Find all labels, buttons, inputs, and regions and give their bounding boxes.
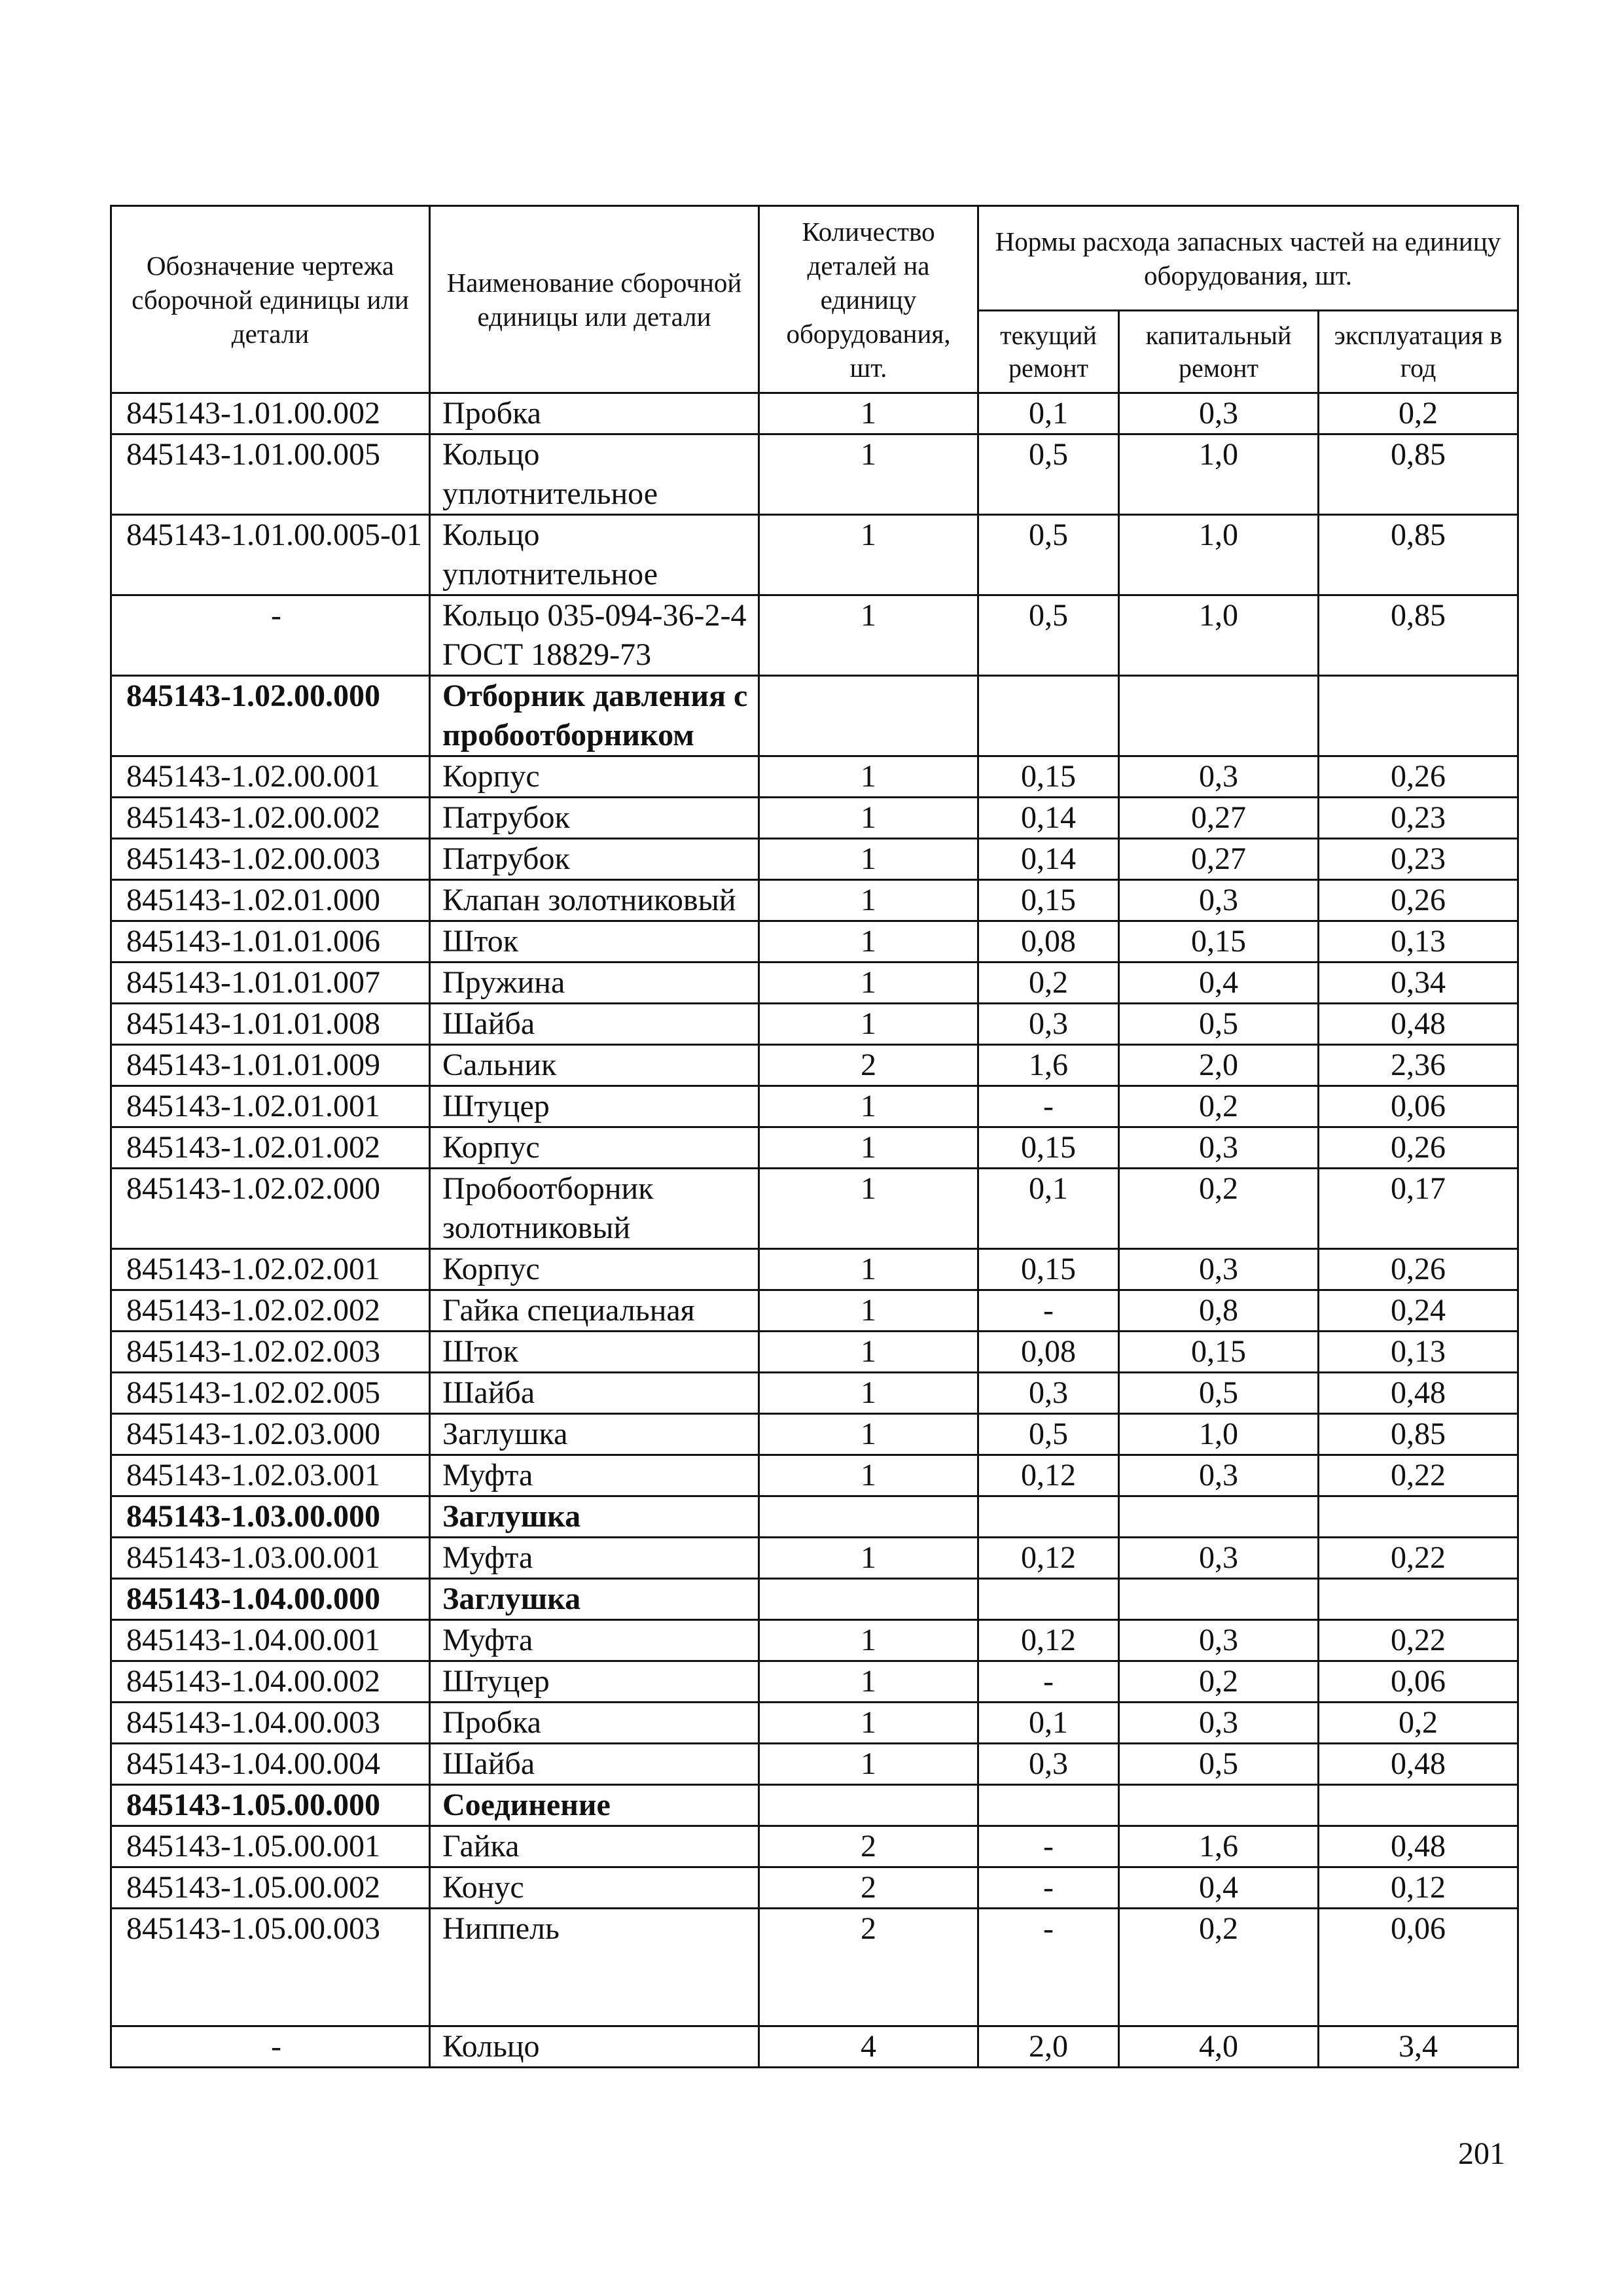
table-row xyxy=(111,1744,1518,1785)
cell-name: Шайба xyxy=(430,1744,759,1785)
table-row xyxy=(111,393,1518,434)
cell-current-repair: 0,2 xyxy=(978,963,1119,1004)
cell-current-repair: 0,08 xyxy=(978,1332,1119,1373)
table-body xyxy=(111,393,1518,2068)
cell-qty: 1 xyxy=(759,1703,978,1744)
cell-qty: 1 xyxy=(759,756,978,798)
table-row xyxy=(111,1867,1518,1909)
cell-name: Муфта xyxy=(430,1455,759,1496)
cell-capital-repair: 0,3 xyxy=(1119,756,1319,798)
cell-qty: 1 xyxy=(759,1127,978,1169)
cell-name: Корпус xyxy=(430,1127,759,1169)
cell-operation-year: 0,48 xyxy=(1319,1826,1518,1867)
cell-operation-year xyxy=(1319,676,1518,756)
cell-capital-repair: 0,3 xyxy=(1119,1127,1319,1169)
table-row xyxy=(111,1703,1518,1744)
cell-current-repair: 0,5 xyxy=(978,595,1119,676)
cell-name: Патрубок xyxy=(430,839,759,880)
cell-operation-year: 0,26 xyxy=(1319,880,1518,921)
cell-name: Клапан золотниковый xyxy=(430,880,759,921)
cell-operation-year: 0,26 xyxy=(1319,756,1518,798)
cell-operation-year: 0,12 xyxy=(1319,1867,1518,1909)
table-row xyxy=(111,963,1518,1004)
cell-qty: 1 xyxy=(759,1373,978,1414)
table-row xyxy=(111,1004,1518,1045)
cell-operation-year: 0,06 xyxy=(1319,1661,1518,1703)
cell-code: 845143-1.04.00.004 xyxy=(111,1744,430,1785)
cell-operation-year: 0,2 xyxy=(1319,393,1518,434)
cell-code: 845143-1.02.02.003 xyxy=(111,1332,430,1373)
cell-current-repair: - xyxy=(978,1086,1119,1127)
cell-operation-year: 2,36 xyxy=(1319,1045,1518,1086)
header-operation-year: эксплуатация в год xyxy=(1319,311,1518,393)
cell-name: Корпус xyxy=(430,1249,759,1290)
cell-code: 845143-1.02.01.002 xyxy=(111,1127,430,1169)
cell-capital-repair: 0,2 xyxy=(1119,1169,1319,1249)
cell-capital-repair: 0,4 xyxy=(1119,1867,1319,1909)
cell-current-repair: 0,5 xyxy=(978,515,1119,595)
table-row xyxy=(111,880,1518,921)
cell-name: Отборник давления с пробоотборником xyxy=(430,676,759,756)
group-row xyxy=(111,1496,1518,1538)
cell-operation-year: 0,26 xyxy=(1319,1249,1518,1290)
table-row xyxy=(111,515,1518,595)
cell-current-repair: 0,5 xyxy=(978,1414,1119,1455)
cell-capital-repair: 0,8 xyxy=(1119,1290,1319,1332)
cell-code: 845143-1.01.00.002 xyxy=(111,393,430,434)
table-row xyxy=(111,1620,1518,1661)
cell-name: Соединение xyxy=(430,1785,759,1826)
cell-current-repair: 0,3 xyxy=(978,1744,1119,1785)
cell-operation-year: 0,85 xyxy=(1319,434,1518,515)
cell-operation-year: 0,48 xyxy=(1319,1004,1518,1045)
cell-current-repair xyxy=(978,676,1119,756)
table-row xyxy=(111,1455,1518,1496)
cell-capital-repair: 1,6 xyxy=(1119,1826,1319,1867)
cell-capital-repair: 0,2 xyxy=(1119,1086,1319,1127)
cell-code: 845143-1.02.00.001 xyxy=(111,756,430,798)
cell-capital-repair: 1,0 xyxy=(1119,515,1319,595)
cell-operation-year: 0,17 xyxy=(1319,1169,1518,1249)
cell-operation-year xyxy=(1319,1496,1518,1538)
header-qty: Количество деталей на единицу оборудования, шт. xyxy=(759,206,978,393)
cell-code: 845143-1.01.01.009 xyxy=(111,1045,430,1086)
page-number: 201 xyxy=(1458,2136,1505,2171)
cell-name: Заглушка xyxy=(430,1414,759,1455)
cell-operation-year: 0,34 xyxy=(1319,963,1518,1004)
cell-name: Шайба xyxy=(430,1373,759,1414)
table-row xyxy=(111,434,1518,515)
table-row xyxy=(111,1826,1518,1867)
cell-current-repair xyxy=(978,1496,1119,1538)
cell-name: Гайка xyxy=(430,1826,759,1867)
cell-operation-year: 0,85 xyxy=(1319,515,1518,595)
cell-capital-repair: 0,3 xyxy=(1119,1249,1319,1290)
cell-qty: 2 xyxy=(759,1045,978,1086)
cell-operation-year: 0,22 xyxy=(1319,1455,1518,1496)
header-name: Наименование сборочной единицы или детали xyxy=(430,206,759,393)
cell-name: Гайка специальная xyxy=(430,1290,759,1332)
cell-current-repair: 0,15 xyxy=(978,756,1119,798)
cell-capital-repair: 0,15 xyxy=(1119,921,1319,963)
cell-capital-repair: 0,2 xyxy=(1119,1909,1319,2026)
table-row xyxy=(111,1538,1518,1579)
cell-operation-year: 0,23 xyxy=(1319,839,1518,880)
cell-qty: 2 xyxy=(759,1826,978,1867)
cell-capital-repair: 1,0 xyxy=(1119,595,1319,676)
cell-current-repair: 0,12 xyxy=(978,1538,1119,1579)
cell-name: Кольцо уплотнительное xyxy=(430,515,759,595)
spare-parts-table xyxy=(110,205,1519,2068)
group-row xyxy=(111,676,1518,756)
cell-qty: 1 xyxy=(759,1332,978,1373)
cell-qty: 1 xyxy=(759,1290,978,1332)
cell-qty: 1 xyxy=(759,1249,978,1290)
cell-current-repair: 0,12 xyxy=(978,1455,1119,1496)
table-header xyxy=(111,206,1518,393)
cell-operation-year: 3,4 xyxy=(1319,2026,1518,2068)
cell-name: Штуцер xyxy=(430,1086,759,1127)
cell-capital-repair xyxy=(1119,676,1319,756)
cell-name: Кольцо 035-094-36-2-4 ГОСТ 18829-73 xyxy=(430,595,759,676)
cell-capital-repair: 0,2 xyxy=(1119,1661,1319,1703)
cell-qty xyxy=(759,1496,978,1538)
cell-code: 845143-1.02.01.001 xyxy=(111,1086,430,1127)
header-code: Обозначение чертежа сборочной единицы или детали xyxy=(111,206,430,393)
cell-code: 845143-1.03.00.000 xyxy=(111,1496,430,1538)
table-row xyxy=(111,1373,1518,1414)
cell-capital-repair: 1,0 xyxy=(1119,1414,1319,1455)
cell-capital-repair: 0,3 xyxy=(1119,1455,1319,1496)
cell-capital-repair: 0,3 xyxy=(1119,1538,1319,1579)
cell-code: 845143-1.02.02.005 xyxy=(111,1373,430,1414)
cell-current-repair: - xyxy=(978,1661,1119,1703)
table-row xyxy=(111,798,1518,839)
cell-qty: 2 xyxy=(759,1867,978,1909)
cell-capital-repair: 4,0 xyxy=(1119,2026,1319,2068)
cell-code: 845143-1.02.00.002 xyxy=(111,798,430,839)
cell-capital-repair: 1,0 xyxy=(1119,434,1319,515)
cell-code: 845143-1.02.00.003 xyxy=(111,839,430,880)
cell-qty: 4 xyxy=(759,2026,978,2068)
table-row xyxy=(111,1249,1518,1290)
cell-code: 845143-1.04.00.003 xyxy=(111,1703,430,1744)
cell-current-repair: 0,12 xyxy=(978,1620,1119,1661)
cell-code: 845143-1.01.00.005 xyxy=(111,434,430,515)
table-row xyxy=(111,1290,1518,1332)
cell-code: 845143-1.05.00.000 xyxy=(111,1785,430,1826)
cell-capital-repair: 0,15 xyxy=(1119,1332,1319,1373)
cell-qty: 1 xyxy=(759,1455,978,1496)
cell-name: Сальник xyxy=(430,1045,759,1086)
cell-current-repair: 0,14 xyxy=(978,798,1119,839)
cell-current-repair: 0,3 xyxy=(978,1004,1119,1045)
cell-current-repair: 0,15 xyxy=(978,880,1119,921)
cell-code: 845143-1.04.00.001 xyxy=(111,1620,430,1661)
cell-capital-repair: 0,27 xyxy=(1119,839,1319,880)
cell-name: Штуцер xyxy=(430,1661,759,1703)
cell-name: Шток xyxy=(430,1332,759,1373)
cell-name: Ниппель xyxy=(430,1909,759,2026)
cell-qty xyxy=(759,1785,978,1826)
cell-qty: 1 xyxy=(759,1004,978,1045)
header-norms: Нормы расхода запасных частей на единицу оборудования, шт. xyxy=(978,206,1518,311)
cell-code: 845143-1.05.00.001 xyxy=(111,1826,430,1867)
cell-name: Заглушка xyxy=(430,1579,759,1620)
cell-qty: 1 xyxy=(759,1620,978,1661)
cell-current-repair: 0,1 xyxy=(978,393,1119,434)
cell-qty: 1 xyxy=(759,515,978,595)
table-row xyxy=(111,2026,1518,2068)
cell-current-repair xyxy=(978,1579,1119,1620)
cell-qty: 1 xyxy=(759,1086,978,1127)
cell-name: Муфта xyxy=(430,1538,759,1579)
cell-qty xyxy=(759,1579,978,1620)
cell-qty: 1 xyxy=(759,1538,978,1579)
cell-current-repair: 0,15 xyxy=(978,1249,1119,1290)
cell-name: Патрубок xyxy=(430,798,759,839)
cell-current-repair: 0,1 xyxy=(978,1703,1119,1744)
cell-qty: 1 xyxy=(759,921,978,963)
cell-qty: 2 xyxy=(759,1909,978,2026)
cell-code: 845143-1.05.00.003 xyxy=(111,1909,430,2026)
cell-code: 845143-1.02.02.000 xyxy=(111,1169,430,1249)
cell-code: 845143-1.03.00.001 xyxy=(111,1538,430,1579)
cell-qty: 1 xyxy=(759,1744,978,1785)
cell-capital-repair xyxy=(1119,1579,1319,1620)
cell-current-repair xyxy=(978,1785,1119,1826)
cell-capital-repair: 0,5 xyxy=(1119,1373,1319,1414)
header-capital-repair: капитальный ремонт xyxy=(1119,311,1319,393)
table-row xyxy=(111,1127,1518,1169)
cell-operation-year: 0,22 xyxy=(1319,1620,1518,1661)
cell-qty: 1 xyxy=(759,839,978,880)
cell-code: 845143-1.02.00.000 xyxy=(111,676,430,756)
cell-operation-year: 0,06 xyxy=(1319,1086,1518,1127)
table-row xyxy=(111,1086,1518,1127)
cell-code: 845143-1.02.01.000 xyxy=(111,880,430,921)
cell-current-repair: 0,3 xyxy=(978,1373,1119,1414)
cell-capital-repair: 0,3 xyxy=(1119,393,1319,434)
cell-current-repair: - xyxy=(978,1909,1119,2026)
cell-code: 845143-1.02.03.000 xyxy=(111,1414,430,1455)
cell-capital-repair: 2,0 xyxy=(1119,1045,1319,1086)
cell-current-repair: - xyxy=(978,1867,1119,1909)
cell-current-repair: - xyxy=(978,1826,1119,1867)
cell-operation-year: 0,48 xyxy=(1319,1744,1518,1785)
cell-current-repair: 0,14 xyxy=(978,839,1119,880)
cell-qty: 1 xyxy=(759,1169,978,1249)
cell-operation-year xyxy=(1319,1579,1518,1620)
cell-qty: 1 xyxy=(759,1414,978,1455)
cell-code: 845143-1.01.00.005-01 xyxy=(111,515,430,595)
header-current-repair: текущий ремонт xyxy=(978,311,1119,393)
cell-capital-repair: 0,4 xyxy=(1119,963,1319,1004)
cell-code: 845143-1.05.00.002 xyxy=(111,1867,430,1909)
table-row xyxy=(111,1661,1518,1703)
cell-code: - xyxy=(111,595,430,676)
cell-qty: 1 xyxy=(759,880,978,921)
cell-capital-repair: 0,3 xyxy=(1119,1703,1319,1744)
table-row xyxy=(111,595,1518,676)
cell-qty: 1 xyxy=(759,595,978,676)
cell-code: - xyxy=(111,2026,430,2068)
cell-capital-repair: 0,5 xyxy=(1119,1004,1319,1045)
cell-qty xyxy=(759,676,978,756)
cell-code: 845143-1.02.02.002 xyxy=(111,1290,430,1332)
cell-operation-year: 0,85 xyxy=(1319,1414,1518,1455)
cell-current-repair: - xyxy=(978,1290,1119,1332)
cell-name: Кольцо xyxy=(430,2026,759,2068)
cell-current-repair: 0,1 xyxy=(978,1169,1119,1249)
table-row xyxy=(111,1909,1518,2026)
cell-qty: 1 xyxy=(759,1661,978,1703)
cell-capital-repair: 0,3 xyxy=(1119,1620,1319,1661)
table-row xyxy=(111,1045,1518,1086)
group-row xyxy=(111,1579,1518,1620)
cell-operation-year: 0,23 xyxy=(1319,798,1518,839)
cell-current-repair: 1,6 xyxy=(978,1045,1119,1086)
cell-capital-repair xyxy=(1119,1496,1319,1538)
cell-name: Заглушка xyxy=(430,1496,759,1538)
cell-name: Пробка xyxy=(430,1703,759,1744)
cell-name: Кольцо уплотнительное xyxy=(430,434,759,515)
cell-qty: 1 xyxy=(759,434,978,515)
cell-current-repair: 0,5 xyxy=(978,434,1119,515)
cell-operation-year: 0,06 xyxy=(1319,1909,1518,2026)
table-row xyxy=(111,839,1518,880)
cell-name: Корпус xyxy=(430,756,759,798)
cell-operation-year xyxy=(1319,1785,1518,1826)
cell-operation-year: 0,2 xyxy=(1319,1703,1518,1744)
cell-code: 845143-1.02.02.001 xyxy=(111,1249,430,1290)
cell-operation-year: 0,13 xyxy=(1319,921,1518,963)
table-row xyxy=(111,1169,1518,1249)
cell-code: 845143-1.04.00.000 xyxy=(111,1579,430,1620)
cell-name: Пробка xyxy=(430,393,759,434)
cell-code: 845143-1.02.03.001 xyxy=(111,1455,430,1496)
cell-name: Шайба xyxy=(430,1004,759,1045)
table-row xyxy=(111,756,1518,798)
cell-qty: 1 xyxy=(759,798,978,839)
table-row xyxy=(111,921,1518,963)
cell-name: Пружина xyxy=(430,963,759,1004)
cell-code: 845143-1.01.01.007 xyxy=(111,963,430,1004)
cell-current-repair: 0,08 xyxy=(978,921,1119,963)
cell-operation-year: 0,24 xyxy=(1319,1290,1518,1332)
cell-capital-repair: 0,5 xyxy=(1119,1744,1319,1785)
cell-capital-repair: 0,3 xyxy=(1119,880,1319,921)
cell-operation-year: 0,13 xyxy=(1319,1332,1518,1373)
cell-name: Пробоотборник золотниковый xyxy=(430,1169,759,1249)
cell-operation-year: 0,85 xyxy=(1319,595,1518,676)
cell-name: Шток xyxy=(430,921,759,963)
cell-current-repair: 0,15 xyxy=(978,1127,1119,1169)
cell-name: Конус xyxy=(430,1867,759,1909)
cell-operation-year: 0,22 xyxy=(1319,1538,1518,1579)
table-row xyxy=(111,1414,1518,1455)
cell-current-repair: 2,0 xyxy=(978,2026,1119,2068)
cell-code: 845143-1.01.01.008 xyxy=(111,1004,430,1045)
table-row xyxy=(111,1332,1518,1373)
cell-operation-year: 0,48 xyxy=(1319,1373,1518,1414)
cell-qty: 1 xyxy=(759,393,978,434)
group-row xyxy=(111,1785,1518,1826)
cell-code: 845143-1.01.01.006 xyxy=(111,921,430,963)
cell-name: Муфта xyxy=(430,1620,759,1661)
cell-operation-year: 0,26 xyxy=(1319,1127,1518,1169)
cell-code: 845143-1.04.00.002 xyxy=(111,1661,430,1703)
cell-qty: 1 xyxy=(759,963,978,1004)
cell-capital-repair: 0,27 xyxy=(1119,798,1319,839)
cell-capital-repair xyxy=(1119,1785,1319,1826)
